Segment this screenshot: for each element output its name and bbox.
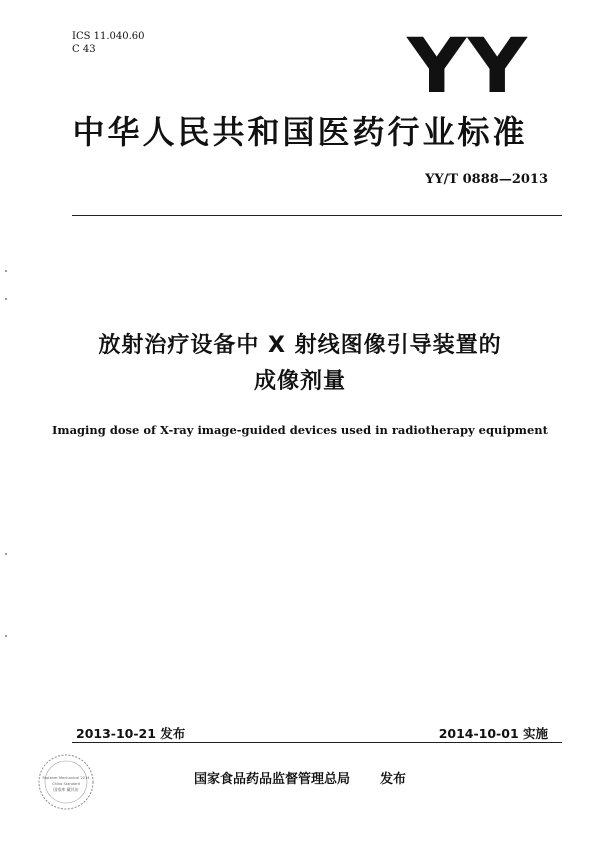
margin-mark xyxy=(5,298,7,300)
classification-codes xyxy=(72,30,145,56)
document-title xyxy=(0,328,600,400)
ics-code: ICS 11.040.60 xyxy=(72,31,145,42)
stamp-text-1: Fastener Mechanical 2014 xyxy=(42,776,90,780)
ccs-code: C 43 xyxy=(72,44,96,55)
bottom-divider xyxy=(72,742,562,743)
standard-title: 中华人民共和国医药行业标准 xyxy=(72,113,528,151)
top-divider xyxy=(72,215,562,216)
document-title-english: Imaging dose of X-ray image-guided devices used in radiotherapy equipment xyxy=(52,423,548,437)
margin-mark xyxy=(5,270,7,272)
document-title-line-2: 成像剂量 xyxy=(253,369,346,394)
publisher-line xyxy=(0,768,600,787)
yy-logo: YY xyxy=(406,21,528,110)
implementation-date: 2014-10-01 实施 xyxy=(438,726,548,741)
standard-number: YY/T 0888—2013 xyxy=(425,172,548,187)
issue-date: 2013-10-21 发布 xyxy=(76,726,186,741)
margin-mark xyxy=(5,635,7,637)
publisher-name: 国家食品药品监督管理总局 xyxy=(193,772,350,787)
stamp-text-2: China Standard xyxy=(52,782,80,786)
publisher-action: 发布 xyxy=(380,772,407,787)
document-title-line-1: 放射治疗设备中 X 射线图像引导装置的 xyxy=(98,333,502,358)
stamp-text-3: 国家库 藏其仿 xyxy=(53,787,79,792)
margin-mark xyxy=(5,553,7,555)
